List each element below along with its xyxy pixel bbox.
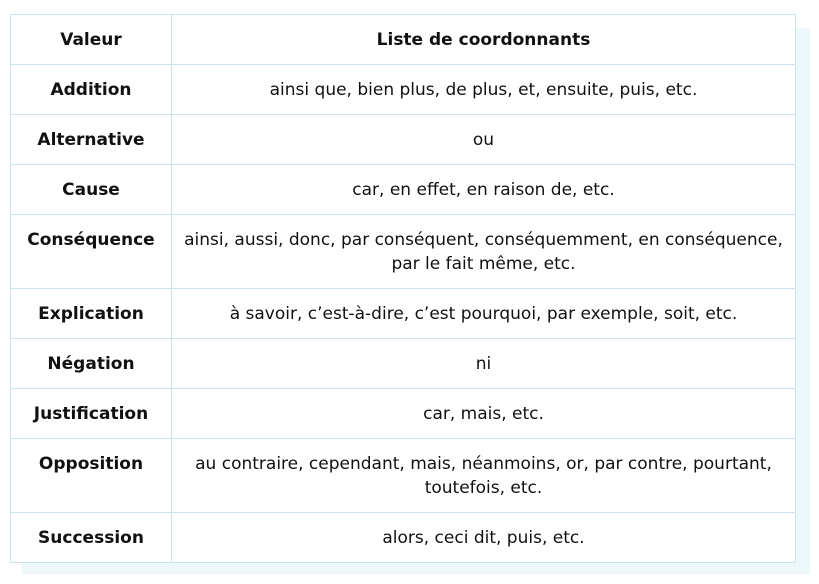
row-valeur: Opposition — [11, 439, 172, 513]
row-liste: car, mais, etc. — [172, 389, 796, 439]
row-liste: ainsi que, bien plus, de plus, et, ensuite, puis, etc. — [172, 65, 796, 115]
table-row — [11, 115, 796, 165]
row-valeur: Succession — [11, 513, 172, 563]
table-row — [11, 339, 796, 389]
row-valeur: Explication — [11, 289, 172, 339]
table-row — [11, 439, 796, 513]
table-row — [11, 65, 796, 115]
row-liste: à savoir, c’est-à-dire, c’est pourquoi, par exemple, soit, etc. — [172, 289, 796, 339]
row-valeur: Justification — [11, 389, 172, 439]
table-row — [11, 389, 796, 439]
row-valeur: Cause — [11, 165, 172, 215]
table-row — [11, 513, 796, 563]
row-valeur: Alternative — [11, 115, 172, 165]
row-liste: car, en effet, en raison de, etc. — [172, 165, 796, 215]
table-header-row — [11, 15, 796, 65]
header-liste: Liste de coordonnants — [172, 15, 796, 65]
table-row — [11, 165, 796, 215]
table-row — [11, 289, 796, 339]
row-liste: au contraire, cependant, mais, néanmoins, or, par contre, pourtant, toutefois, etc. — [172, 439, 796, 513]
row-valeur: Négation — [11, 339, 172, 389]
table-row — [11, 215, 796, 289]
row-liste: ainsi, aussi, donc, par conséquent, conséquemment, en conséquence, par le fait même, etc. — [172, 215, 796, 289]
row-valeur: Conséquence — [11, 215, 172, 289]
header-valeur: Valeur — [11, 15, 172, 65]
row-valeur: Addition — [11, 65, 172, 115]
row-liste: ou — [172, 115, 796, 165]
coordonnants-table — [10, 14, 796, 563]
row-liste: ni — [172, 339, 796, 389]
row-liste: alors, ceci dit, puis, etc. — [172, 513, 796, 563]
